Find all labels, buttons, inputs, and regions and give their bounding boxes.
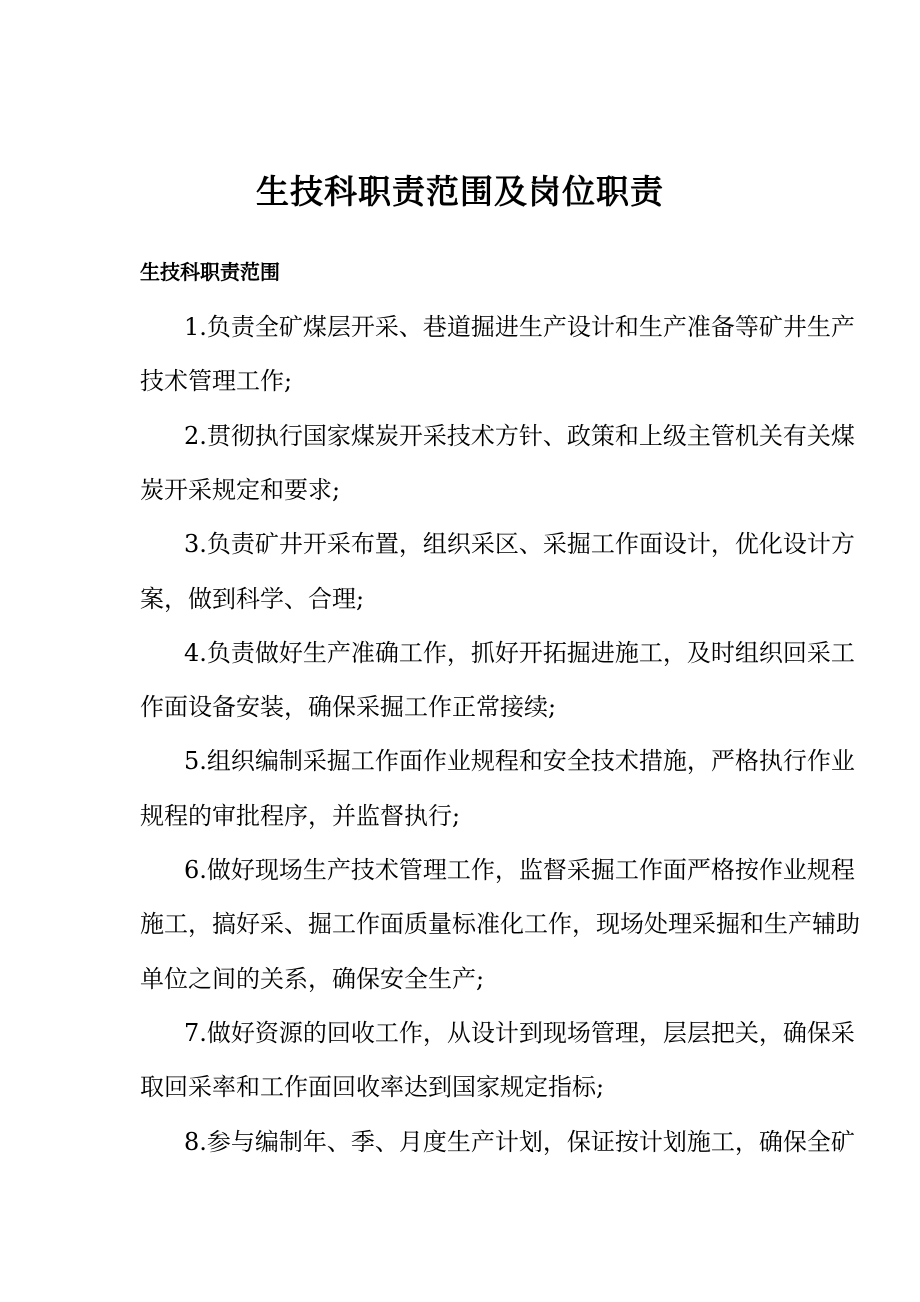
section-heading: 生技科职责范围 xyxy=(140,260,280,284)
paragraph-8-line: 8.参与编制年、季、月度生产计划，保证按计划施工，确保全矿 xyxy=(184,1127,855,1156)
paragraph-6-line: 6.做好现场生产技术管理工作，监督采掘工作面严格按作业规程 xyxy=(184,856,855,884)
paragraph-7-line: 7.做好资源的回收工作，从设计到现场管理，层层把关，确保采 xyxy=(184,1018,855,1047)
paragraph-6-line: 施工，搞好采、掘工作面质量标准化工作，现场处理采掘和生产辅助 xyxy=(140,910,860,939)
paragraph-1-line: 技术管理工作; xyxy=(140,367,293,396)
document-title: 生技科职责范围及岗位职责 xyxy=(256,172,664,211)
paragraph-2-line: 2.贯彻执行国家煤炭开采技术方针、政策和上级主管机关有关煤 xyxy=(184,421,855,450)
paragraph-2-line: 炭开采规定和要求; xyxy=(140,475,341,504)
paragraph-6-line: 单位之间的关系，确保安全生产; xyxy=(140,964,485,993)
paragraph-4-line: 4.负责做好生产准确工作，抓好开拓掘进施工，及时组织回采工 xyxy=(184,638,855,667)
paragraph-1-line: 1.负责全矿煤层开采、巷道掘进生产设计和生产准备等矿井生产 xyxy=(184,313,855,341)
paragraph-3-line: 案，做到科学、合理; xyxy=(140,584,365,613)
paragraph-7-line: 取回采率和工作面回收率达到国家规定指标; xyxy=(140,1073,605,1102)
paragraph-4-line: 作面设备安装，确保采掘工作正常接续; xyxy=(140,693,557,722)
paragraph-3-line: 3.负责矿井开采布置，组织采区、采掘工作面设计，优化设计方 xyxy=(184,530,855,559)
paragraph-5-line: 规程的审批程序，并监督执行; xyxy=(140,801,461,830)
paragraph-5-line: 5.组织编制采掘工作面作业规程和安全技术措施，严格执行作业 xyxy=(184,747,855,776)
